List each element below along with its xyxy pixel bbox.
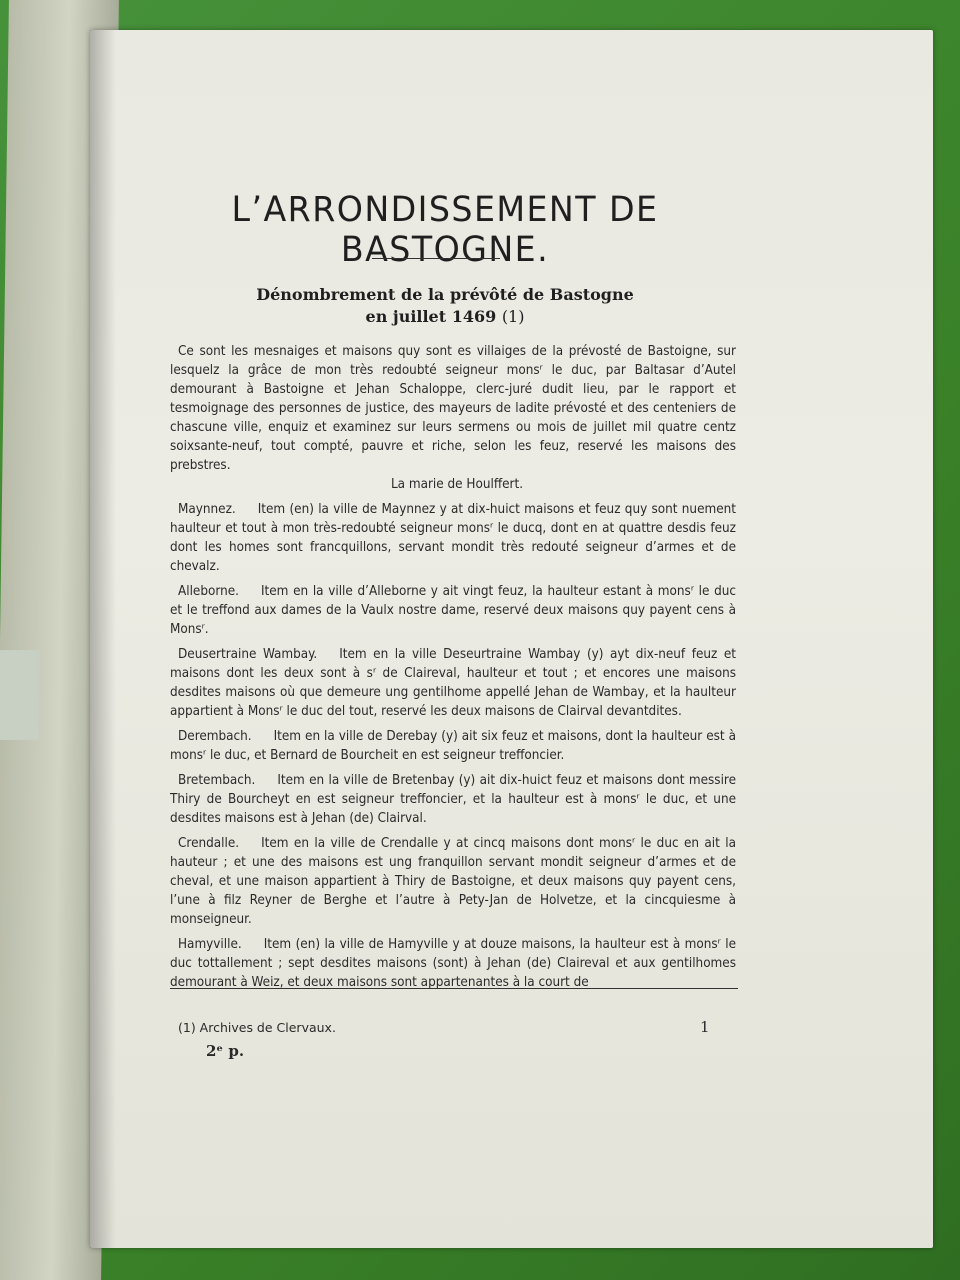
entry-text: Item (en) la ville de Hamyville y at douze maisons, la haulteur est à monsʳ le duc tottallement ; sept desdites maisons (sont) à Jehan (de) Claireval et aux gentilhomes demourant à Weiz, et deux maisons sont appartenantes à la court de: [170, 937, 736, 990]
entry-paragraph: [170, 935, 736, 992]
entry-paragraph: [170, 645, 736, 721]
place-name: Bretembach.: [178, 773, 256, 788]
place-name: Deusertraine Wambay.: [178, 647, 318, 662]
footnote-rule: [170, 988, 738, 989]
place-name: Crendalle.: [178, 836, 240, 851]
page-gutter-shadow: [90, 30, 116, 1248]
entry-paragraph: [170, 500, 736, 576]
section-heading-line1: Dénombrement de la prévôté de Bastogne: [256, 285, 634, 304]
title-rule: [372, 258, 500, 259]
entry-text: Item en la ville de Bretenbay (y) ait dix-huict feuz et maisons dont messire Thiry de Bourcheyt en est seigneur treffoncier, et la haulteur est à monsʳ le duc, et une desdites maisons est à Jehan (de) Clairval.: [170, 773, 736, 826]
place-name: Maynnez.: [178, 502, 236, 517]
entry-paragraph: [170, 727, 736, 765]
entry-text: Item en la ville de Crendalle y at cincq maisons dont monsʳ le duc en ait la hauteur ; et une des maisons est ung franquillon servant mondit seigneur d’armes et de cheval, et une maison appartient à Thiry de Bastoigne, et deux maisons quy payent cens, l’une à filz Reyner de Berghe et l’autre à Pety-Jan de Holvetze, et la cincquiesme à monseigneur.: [170, 836, 736, 927]
entry-text: Item en la ville d’Alleborne y ait vingt feuz, la haulteur estant à monsʳ le duc et le treffond aux dames de la Vaulx nostre dame, reservé deux maisons quy payent cens à Monsʳ.: [170, 584, 736, 637]
section-heading-line2-wrap: [200, 306, 690, 328]
entry-text: Item (en) la ville de Maynnez y at dix-huict maisons et feuz quy sont nuement haulteur et tout à mon très-redoubté seigneur monsʳ le ducq, dont en at quattre desdis feuz dont les homes sont francquillons, servant mondit très redouté seigneur d’armes et de chevalz.: [170, 502, 736, 574]
section-heading: [200, 284, 690, 328]
footnote: (1) Archives de Clervaux.: [178, 1020, 336, 1035]
intro-paragraph: Ce sont les mesnaiges et maisons quy sont es villaiges de la prévosté de Bastoigne, sur lesquelz la grâce de mon très redoubté seigneur monsʳ le duc, par Baltasar d’Autel demourant à Bastoigne et Jehan Schaloppe, clerc-juré dudit lieu, par le rapport et tesmoignage des personnes de justice, des mayeurs de ladite prévosté et des centeniers de chascune ville, enquiz et examinez sur leurs sermens ou mois de juillet mil quatre centz soixsante-neuf, tout compté, pauvre et riche, selon les feuz, reservé les maisons des prebstres.: [170, 344, 736, 473]
signature-mark: 2ᵉ p.: [206, 1042, 245, 1060]
body-text: [170, 342, 736, 992]
entry-paragraph: [170, 582, 736, 639]
mairie-heading: La marie de Houlffert.: [390, 477, 524, 492]
footnote-ref: (1): [501, 307, 525, 326]
place-name: Derembach.: [178, 729, 252, 744]
entry-text: Item en la ville Deseurtraine Wambay (y) ayt dix-neuf feuz et maisons dont les deux sont à sʳ de Claireval, haulteur et tout ; et encores une maisons desdites maisons où que demeure ung gentilhome appellé Jehan de Wambay, et la haulteur appartient à Monsʳ le duc del tout, reservé les deux maisons de Clairval devantdites.: [170, 647, 736, 719]
page-title: L’ARRONDISSEMENT DE BASTOGNE.: [231, 190, 659, 270]
place-name: Hamyville.: [178, 937, 242, 952]
entry-paragraph: [170, 771, 736, 828]
entry-paragraph: [170, 834, 736, 929]
page-tab: [0, 650, 40, 740]
place-name: Alleborne.: [178, 584, 239, 599]
page-number: 1: [700, 1018, 710, 1036]
entry-text: Item en la ville de Derebay (y) ait six feuz et maisons, dont la haulteur est à monsʳ le duc, et Bernard de Bourcheit en est seigneur treffoncier.: [170, 729, 736, 763]
section-heading-line2: en juillet 1469: [365, 307, 497, 326]
